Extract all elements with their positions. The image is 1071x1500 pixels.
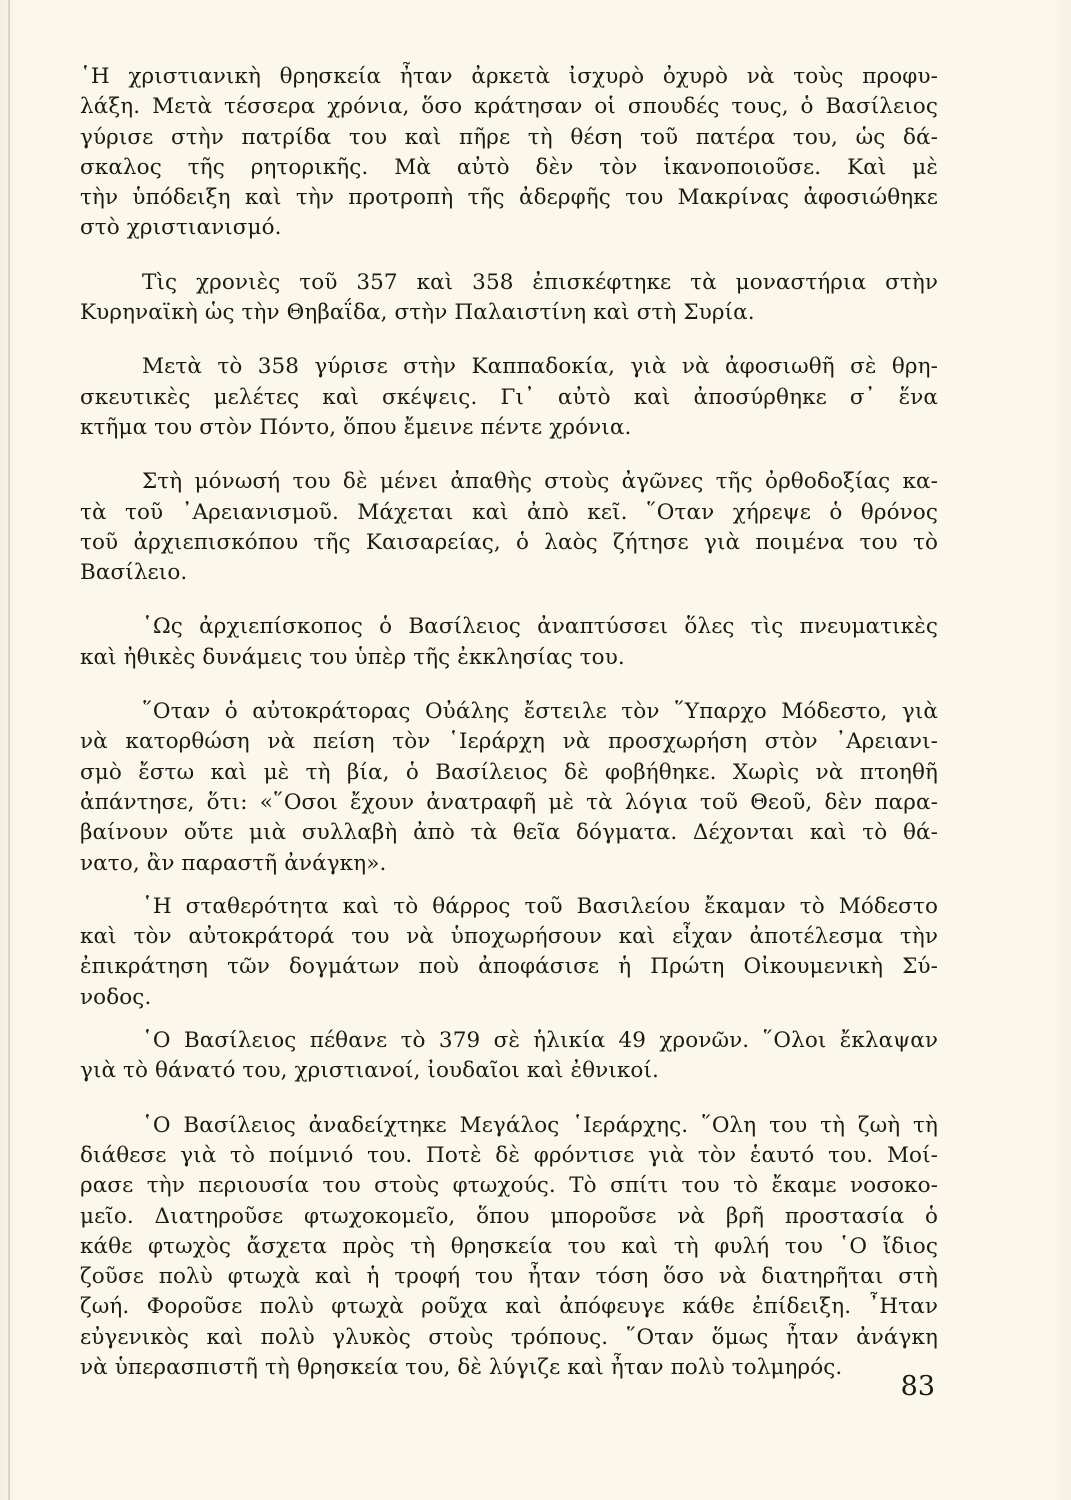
paragraph-gap xyxy=(80,1013,938,1026)
paragraph-gap xyxy=(80,879,938,892)
text-line: τὰ τοῦ ᾿Αρειανισμοῦ. Μάχεται καὶ ἀπὸ κεῖ. ῞Οταν χήρεψε ὁ θρόνος xyxy=(80,499,938,525)
page-number: 83 xyxy=(900,1371,935,1402)
paragraph-4 xyxy=(80,467,938,588)
text-line: διάθεσε γιὰ τὸ ποίμνιό του. Ποτὲ δὲ φρόντισε γιὰ τὸν ἑαυτό του. Μοί- xyxy=(80,1142,938,1168)
paragraph-1 xyxy=(80,62,938,244)
text-line: νὰ κατορθώση νὰ πείση τὸν ῾Ιεράρχη νὰ προσχωρήση στὸν ᾿Αρειανι- xyxy=(80,729,938,755)
text-line: Κυρηναϊκὴ ὡς τὴν Θηβαΐδα, στὴν Παλαιστίνη καὶ στὴ Συρία. xyxy=(80,300,755,326)
paragraph-3 xyxy=(80,352,938,443)
text-line: σμὸ ἔστω καὶ μὲ τὴ βία, ὁ Βασίλειος δὲ φοβήθηκε. Χωρὶς νὰ πτοηθῆ xyxy=(80,759,938,785)
paragraph-6 xyxy=(80,697,938,879)
paragraph-gap xyxy=(80,244,938,268)
text-line: ἀπάντησε, ὅτι: «῞Οσοι ἔχουν ἀνατραφῆ μὲ τὰ λόγια τοῦ Θεοῦ, δὲν παρα- xyxy=(80,789,938,815)
text-line: Στὴ μόνωσή του δὲ μένει ἀπαθὴς στοὺς ἀγῶνες τῆς ὀρθοδοξίας κα- xyxy=(142,469,938,495)
paragraph-gap xyxy=(80,1087,938,1111)
paragraph-gap xyxy=(80,588,938,612)
text-line: σκαλος τῆς ρητορικῆς. Μὰ αὐτὸ δὲν τὸν ἱκανοποιοῦσε. Καὶ μὲ xyxy=(80,154,938,180)
text-line: νατο, ἂν παραστῆ ἀνάγκη». xyxy=(80,850,387,876)
text-line: ἐπικράτηση τῶν δογμάτων ποὺ ἀποφάσισε ἡ Πρώτη Οἰκουμενικὴ Σύ- xyxy=(80,954,938,980)
text-line: σκευτικὲς μελέτες καὶ σκέψεις. Γι᾿ αὐτὸ καὶ ἀποσύρθηκε σ᾿ ἕνα xyxy=(80,384,938,410)
paragraph-gap xyxy=(80,443,938,467)
text-line: στὸ χριστιανισμό. xyxy=(80,215,282,241)
text-line: Μετὰ τὸ 358 γύρισε στὴν Καππαδοκία, γιὰ νὰ ἀφοσιωθῆ σὲ θρη- xyxy=(142,354,938,380)
paragraph-7 xyxy=(80,892,938,1013)
page-edge-shadow xyxy=(8,0,10,1500)
text-line: ῾Ο Βασίλειος πέθανε τὸ 379 σὲ ἡλικία 49 χρονῶν. ῞Ολοι ἔκλαψαν xyxy=(142,1028,938,1054)
text-line: γύρισε στὴν πατρίδα του καὶ πῆρε τὴ θέση τοῦ πατέρα του, ὡς δά- xyxy=(80,124,938,150)
text-line: εὐγενικὸς καὶ πολὺ γλυκὸς στοὺς τρόπους. ῞Οταν ὅμως ἦταν ἀνάγκη xyxy=(80,1324,938,1350)
text-line: γιὰ τὸ θάνατό του, χριστιανοί, ἰουδαῖοι καὶ ἐθνικοί. xyxy=(80,1058,659,1084)
paragraph-2 xyxy=(80,268,938,329)
text-line: ζωή. Φοροῦσε πολὺ φτωχὰ ροῦχα καὶ ἀπόφευγε κάθε ἐπίδειξη. ῏Ηταν xyxy=(80,1294,938,1320)
paragraph-gap xyxy=(80,328,938,352)
text-line: κτῆμα του στὸν Πόντο, ὅπου ἔμεινε πέντε χρόνια. xyxy=(80,414,632,440)
text-line: ῾Ως ἀρχιεπίσκοπος ὁ Βασίλειος ἀναπτύσσει ὅλες τὶς πνευματικὲς xyxy=(142,614,938,640)
paragraph-5 xyxy=(80,612,938,673)
text-line: τὴν ὑπόδειξη καὶ τὴν προτροπὴ τῆς ἀδερφῆς του Μακρίνας ἀφοσιώθηκε xyxy=(80,185,938,211)
text-line: Τὶς χρονιὲς τοῦ 357 καὶ 358 ἐπισκέφτηκε τὰ μοναστήρια στὴν xyxy=(142,269,938,295)
text-line: ῾Η σταθερότητα καὶ τὸ θάρρος τοῦ Βασιλείου ἔκαμαν τὸ Μόδεστο xyxy=(142,893,938,919)
text-line: καὶ τὸν αὐτοκράτορά του νὰ ὑποχωρήσουν καὶ εἶχαν ἀποτέλεσμα τὴν xyxy=(80,924,938,950)
text-line: ῾Ο Βασίλειος ἀναδείχτηκε Μεγάλος ῾Ιεράρχης. ῞Ολη του τὴ ζωὴ τὴ xyxy=(142,1112,938,1138)
text-line: βαίνουν οὔτε μιὰ συλλαβὴ ἀπὸ τὰ θεῖα δόγματα. Δέχονται καὶ τὸ θά- xyxy=(80,820,938,846)
text-line: Βασίλειο. xyxy=(80,560,188,586)
text-line: κάθε φτωχὸς ἄσχετα πρὸς τὴ θρησκεία του καὶ τὴ φυλή του ῾Ο ἴδιος xyxy=(80,1233,938,1259)
text-line: ῾Η χριστιανικὴ θρησκεία ἦταν ἀρκετὰ ἰσχυρὸ ὀχυρὸ νὰ τοὺς προφυ- xyxy=(80,64,938,89)
text-line: καὶ ἠθικὲς δυνάμεις του ὑπὲρ τῆς ἐκκλησίας του. xyxy=(80,644,625,670)
paragraph-9 xyxy=(80,1111,938,1384)
text-line: νοδος. xyxy=(80,984,152,1010)
body-text xyxy=(80,62,938,1383)
text-line: ρασε τὴν περιουσία του στοὺς φτωχούς. Τὸ σπίτι του τὸ ἔκαμε νοσοκο- xyxy=(80,1173,938,1199)
text-line: λάξη. Μετὰ τέσσερα χρόνια, ὅσο κράτησαν οἱ σπουδές τους, ὁ Βασίλειος xyxy=(80,94,938,120)
text-line: ζοῦσε πολὺ φτωχὰ καὶ ἡ τροφή του ἦταν τόση ὅσο νὰ διατηρῆται στὴ xyxy=(80,1264,938,1290)
text-line: νὰ ὑπερασπιστῆ τὴ θρησκεία του, δὲ λύγιζε καὶ ἦταν πολὺ τολμηρός. xyxy=(80,1354,843,1380)
text-line: μεῖο. Διατηροῦσε φτωχοκομεῖο, ὅπου μποροῦσε νὰ βρῆ προστασία ὁ xyxy=(80,1203,938,1229)
text-line: ῞Οταν ὁ αὐτοκράτορας Οὐάλης ἔστειλε τὸν ῞Υπαρχο Μόδεστο, γιὰ xyxy=(142,699,938,725)
paragraph-8 xyxy=(80,1026,938,1087)
paragraph-gap xyxy=(80,673,938,697)
text-line: τοῦ ἀρχιεπισκόπου τῆς Καισαρείας, ὁ λαὸς ζήτησε γιὰ ποιμένα του τὸ xyxy=(80,529,938,555)
